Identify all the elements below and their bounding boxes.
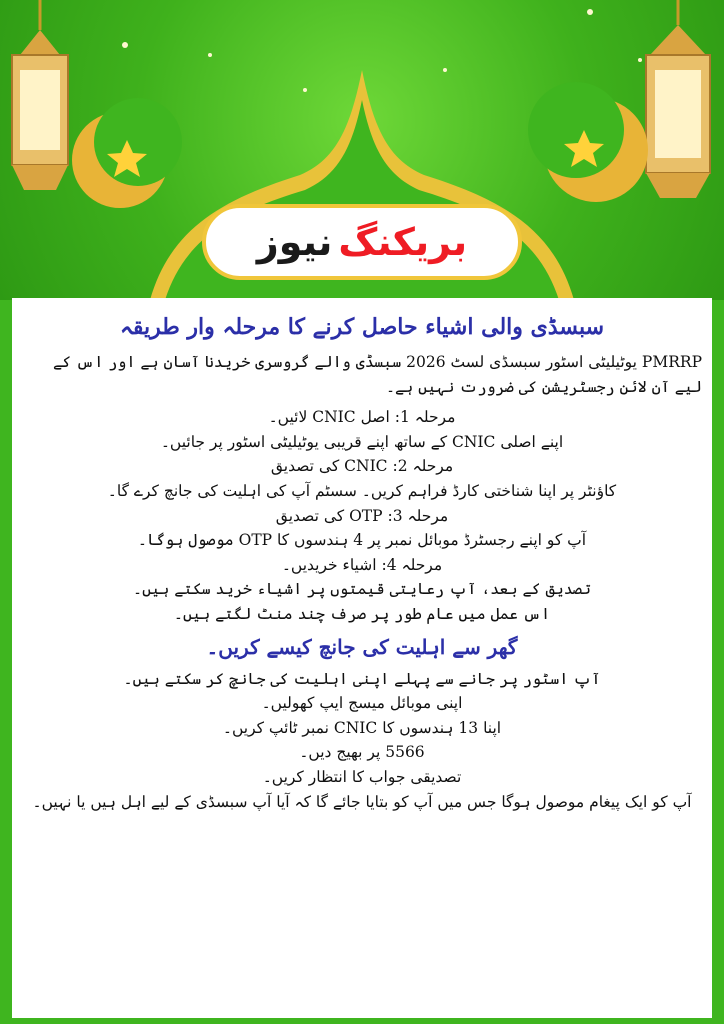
check-step-line: 5566 پر بھیج دیں۔ [299, 743, 425, 762]
check-step-line: اپنا 13 ہندسوں کا CNIC نمبر ٹائپ کریں۔ [222, 718, 502, 737]
check-step-line: آپ اسٹور پر جانے سے پہلے اپنی اہلیت کی جانچ کر سکتے ہیں۔ [123, 669, 601, 688]
badge-text-news: نیوز [256, 220, 333, 264]
step-line: آپ کو اپنے رجسٹرڈ موبائل نمبر پر 4 ہندسوں کا OTP موصول ہوگا۔ [137, 531, 587, 550]
intro-text: PMRRP یوٹیلیٹی اسٹور سبسڈی لسٹ 2026 سبسڈی والے گروسری خریدنا آسان ہے اور اس کے لیے آن لائن رجسٹریشن کی ضرورت نہیں ہے۔ [52, 353, 702, 396]
step-line: اس عمل میں عام طور پر صرف چند منٹ لگتے ہیں۔ [173, 604, 551, 623]
step-line: مرحلہ 4: اشیاء خریدیں۔ [281, 555, 443, 574]
check-step-line: اپنی موبائل میسج ایپ کھولیں۔ [261, 694, 463, 713]
step-line: تصدیق کے بعد، آپ رعایتی قیمتوں پر اشیاء خرید سکتے ہیں۔ [133, 580, 591, 599]
step-line: مرحلہ 3: OTP کی تصدیق [275, 506, 449, 525]
section-heading: گھر سے اہلیت کی جانچ کیسے کریں۔ [206, 634, 518, 659]
step-line: مرحلہ 2: CNIC کی تصدیق [270, 457, 454, 476]
page-title: سبسڈی والی اشیاء حاصل کرنے کا مرحلہ وار طریقہ [119, 314, 605, 340]
banner [0, 0, 724, 300]
sparkle-icon [122, 9, 642, 92]
step-line: کاؤنٹر پر اپنا شناختی کارڈ فراہم کریں۔ سسٹم آپ کی اہلیت کی جانچ کرے گا۔ [107, 481, 617, 500]
lantern-icon [12, 0, 68, 190]
step-line: اپنے اصلی CNIC کے ساتھ اپنے قریبی یوٹیلیٹی اسٹور پر جائیں۔ [160, 432, 564, 451]
breaking-news-badge [202, 204, 522, 280]
content-card [12, 298, 712, 1018]
check-step-line: آپ کو ایک پیغام موصول ہوگا جس میں آپ کو بتایا جائے گا کہ آیا آپ سبسڈی کے لیے اہل ہیں یا نہیں۔ [32, 792, 692, 811]
step-line: مرحلہ 1: اصل CNIC لائیں۔ [268, 408, 456, 427]
badge-text-breaking: بریکنگ [338, 220, 468, 264]
check-step-line: تصدیقی جواب کا انتظار کریں۔ [262, 767, 462, 786]
lantern-icon [646, 0, 710, 198]
